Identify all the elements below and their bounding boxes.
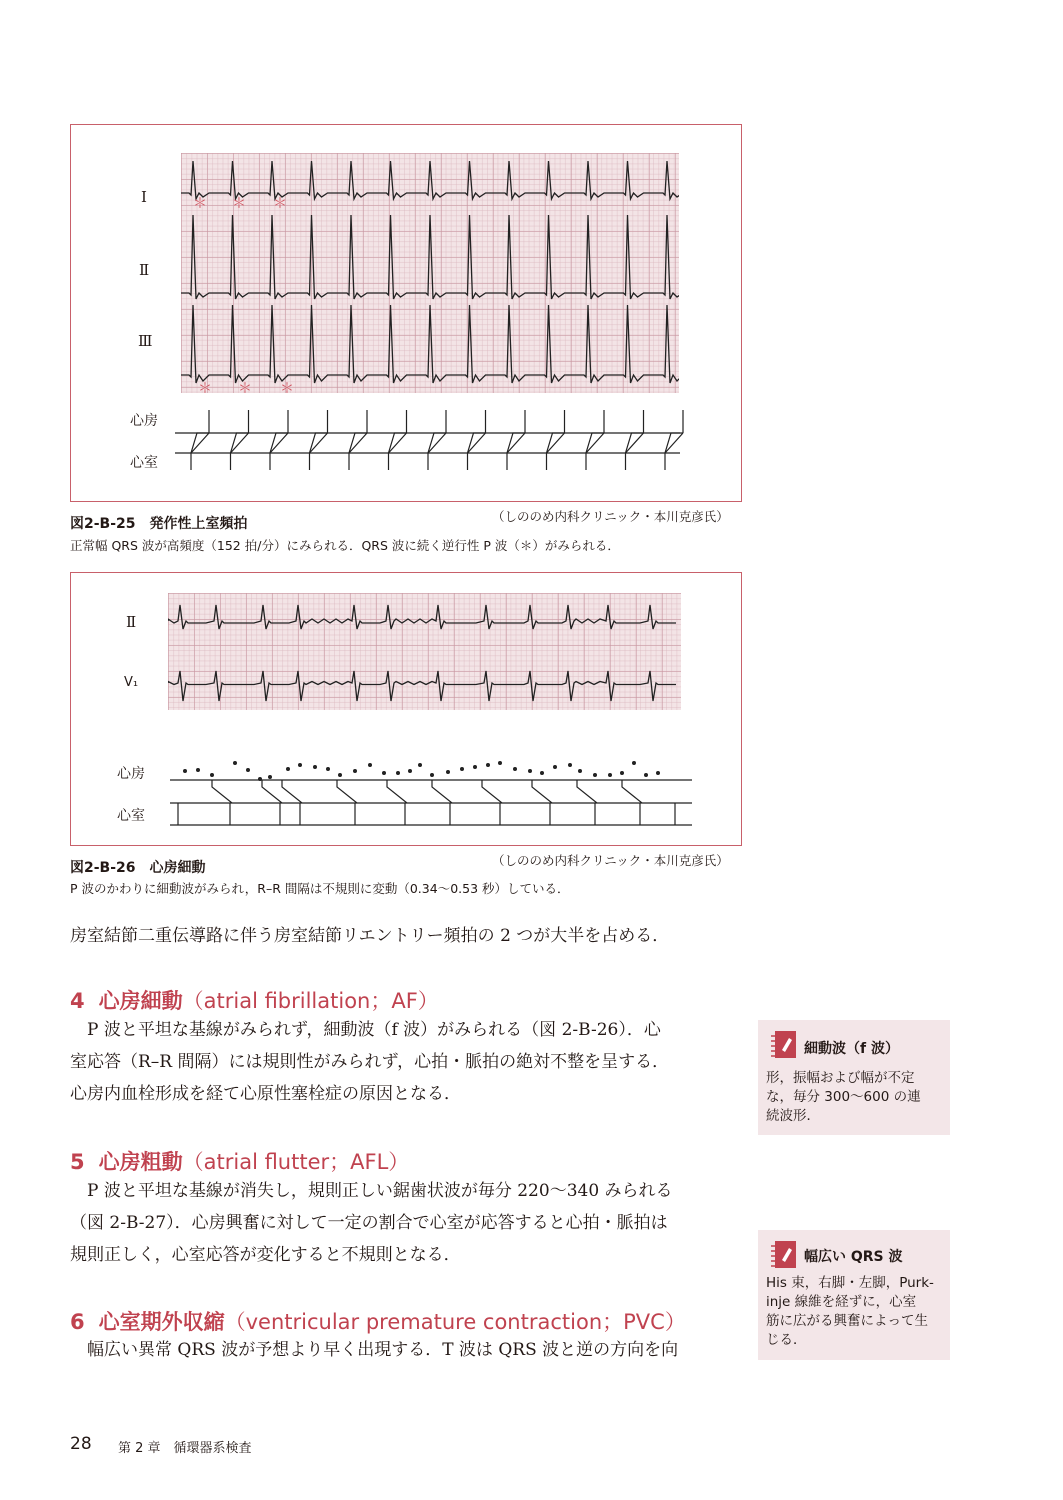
fibrillation-dot [246, 768, 250, 772]
fibrillation-dot [286, 767, 290, 771]
fibrillation-dot [268, 775, 272, 779]
ladder-conduction-line [432, 780, 452, 803]
text-line: （図 2-B-27）．心房興奮に対して一定の割合で心室が応答すると心拍・脈拍は [70, 1213, 668, 1233]
ecg-traces-figure1 [181, 153, 679, 393]
fibrillation-dot [233, 761, 237, 765]
fibrillation-dot [210, 773, 214, 777]
section-number: 4 [70, 989, 85, 1013]
ladder-atrium-label: 心房 [130, 413, 158, 429]
lead-label-I: Ⅰ [141, 188, 147, 206]
ladder-ventricle-label: 心室 [117, 808, 145, 824]
text-line: 規則正しく，心室応答が変化すると不規則となる． [70, 1245, 461, 1265]
fibrillation-dot [298, 763, 302, 767]
fibrillation-dot [338, 773, 342, 777]
section-afl-paragraph [70, 1175, 673, 1271]
retrograde-p-marker: ＊ [193, 196, 207, 212]
fibrillation-dot [620, 771, 624, 775]
ladder-conduction-line [468, 433, 486, 470]
figure1-title: 図2-B-25 発作性上室頻拍 [70, 516, 248, 532]
section-af-paragraph [70, 1014, 669, 1110]
ladder-conduction-line [665, 433, 683, 470]
section-title-jp: 心房粗動 [98, 1150, 183, 1174]
fibrillation-dot [382, 771, 386, 775]
text-line: P 波と平坦な基線が消失し，規則正しい鋸歯状波が毎分 220〜340 みられる [70, 1181, 673, 1201]
ecg-trace-lead-III [181, 305, 679, 383]
fibrillation-dot [418, 763, 422, 767]
text-line: 室応答（R–R 間隔）には規則性がみられず，心拍・脈拍の絶対不整を呈する． [70, 1052, 670, 1072]
fibrillation-dot [608, 773, 612, 777]
figure2-source: （しののめ内科クリニック・本川克彦氏） [492, 853, 729, 868]
fibrillation-dot [656, 771, 660, 775]
fibrillation-dot [528, 769, 532, 773]
text-line: 筋に広がる興奮によって生 [766, 1313, 928, 1329]
fibrillation-dot [368, 763, 372, 767]
figure1-source: （しののめ内科クリニック・本川克彦氏） [492, 509, 729, 524]
sidenote-body [766, 1069, 921, 1126]
ecg-trace-lead-II [181, 215, 679, 299]
retrograde-p-marker: ＊ [273, 196, 287, 212]
ladder-conduction-line [212, 780, 232, 803]
fibrillation-dot [540, 771, 544, 775]
fibrillation-dot [486, 763, 490, 767]
figure2-caption: P 波のかわりに細動波がみられ，R–R 間隔は不規則に変動（0.34〜0.53 秒）している． [70, 881, 570, 896]
text-line: P 波と平坦な基線がみられず，細動波（f 波）がみられる（図 2-B-26）．心 [70, 1020, 661, 1040]
ladder-conduction-line [282, 780, 302, 803]
ladder-conduction-line [507, 433, 525, 470]
lead-label-II: Ⅱ [126, 613, 137, 631]
fibrillation-dot [632, 761, 636, 765]
ecg-trace-lead-V1 [168, 671, 676, 701]
ladder-conduction-line [586, 433, 604, 470]
retrograde-p-marker: ＊ [280, 381, 294, 397]
ladder-conduction-line [577, 780, 597, 803]
text-line: じる． [766, 1332, 807, 1348]
ladder-conduction-line [387, 780, 407, 803]
ladder-ventricle-label: 心室 [130, 455, 158, 471]
sidenote-wide-qrs [758, 1230, 950, 1360]
section-title-jp: 心房細動 [98, 989, 183, 1013]
lead-label-III: Ⅲ [138, 332, 153, 350]
fibrillation-dot [196, 768, 200, 772]
sidenote-title: 細動波（f 波） [804, 1041, 899, 1057]
text-line: inje 線維を経ずに，心室 [766, 1294, 917, 1310]
retrograde-p-marker: ＊ [198, 381, 212, 397]
lead-label-V1: V₁ [124, 675, 139, 690]
ladder-conduction-line [482, 780, 502, 803]
sidenote-body [766, 1274, 934, 1350]
fibrillation-dot [498, 761, 502, 765]
fibrillation-dot [353, 769, 357, 773]
fibrillation-dot [183, 769, 187, 773]
lead-label-II: Ⅱ [139, 261, 150, 279]
fibrillation-dot [313, 765, 317, 769]
fibrillation-dot [326, 767, 330, 771]
ladder-conduction-line [270, 433, 288, 470]
section-title-en: （ventricular premature contraction；PVC） [224, 1310, 686, 1334]
text-line: His 束，右脚・左脚，Purk- [766, 1275, 934, 1291]
note-icon [770, 1240, 798, 1270]
section-pvc-paragraph [70, 1334, 678, 1366]
chapter-title: 第 2 章 循環器系検査 [118, 1441, 252, 1456]
fibrillation-dot [553, 765, 557, 769]
retrograde-p-marker: ＊ [238, 381, 252, 397]
ladder-conduction-line [389, 433, 407, 470]
section-title-en: （atrial flutter；AFL） [182, 1150, 410, 1174]
retrograde-p-marker: ＊ [232, 196, 246, 212]
ladder-conduction-line [428, 433, 446, 470]
fibrillation-dot [396, 771, 400, 775]
ladder-conduction-line [626, 433, 644, 470]
fibrillation-dot [473, 765, 477, 769]
ladder-conduction-line [547, 433, 565, 470]
ecg-trace-lead-I [181, 161, 679, 199]
fibrillation-dot [258, 777, 262, 781]
section-heading-af [70, 985, 439, 1015]
section-title-en: （atrial fibrillation；AF） [182, 989, 439, 1013]
ladder-diagram-figure2 [170, 755, 695, 830]
text-line: 心房内血栓形成を経て心原性塞栓症の原因となる． [70, 1084, 461, 1104]
fibrillation-dot [513, 767, 517, 771]
ladder-conduction-line [310, 433, 328, 470]
section-number: 6 [70, 1310, 85, 1334]
text-line: な，毎分 300〜600 の連 [766, 1089, 921, 1105]
text-line: 続波形． [766, 1108, 820, 1124]
fibrillation-dot [446, 770, 450, 774]
ladder-conduction-line [337, 780, 357, 803]
figure1-caption: 正常幅 QRS 波が高頻度（152 拍/分）にみられる．QRS 波に続く逆行性 P 波（＊）がみられる． [70, 538, 620, 553]
fibrillation-dot [460, 767, 464, 771]
ladder-conduction-line [231, 433, 249, 470]
section-heading-afl [70, 1146, 409, 1176]
section-number: 5 [70, 1150, 85, 1174]
fibrillation-dot [578, 769, 582, 773]
ladder-conduction-line [532, 780, 552, 803]
ladder-conduction-line [191, 433, 209, 470]
section-heading-pvc [70, 1306, 686, 1336]
fibrillation-dot [430, 773, 434, 777]
ecg-trace-lead-II [168, 605, 676, 629]
ladder-conduction-line [622, 780, 642, 803]
figure2-title: 図2-B-26 心房細動 [70, 860, 206, 876]
intro-line: 房室結節二重伝導路に伴う房室結節リエントリー頻拍の 2 つが大半を占める． [70, 926, 670, 946]
ladder-diagram-figure1 [175, 405, 685, 475]
fibrillation-dot [408, 769, 412, 773]
ladder-atrium-label: 心房 [117, 766, 145, 782]
text-line: 形，振幅および幅が不定 [766, 1070, 915, 1086]
fibrillation-dot [644, 773, 648, 777]
sidenote-fibrillation-wave [758, 1020, 950, 1135]
fibrillation-dot [568, 763, 572, 767]
text-line: 幅広い異常 QRS 波が予想より早く出現する．T 波は QRS 波と逆の方向を向 [70, 1340, 679, 1360]
page-number: 28 [70, 1434, 92, 1454]
ecg-traces-figure2 [168, 593, 681, 710]
sidenote-title: 幅広い QRS 波 [804, 1249, 903, 1265]
note-icon [770, 1030, 798, 1060]
ladder-conduction-line [262, 780, 282, 803]
section-title-jp: 心室期外収縮 [98, 1310, 225, 1334]
ladder-conduction-line [349, 433, 367, 470]
fibrillation-dot [593, 773, 597, 777]
